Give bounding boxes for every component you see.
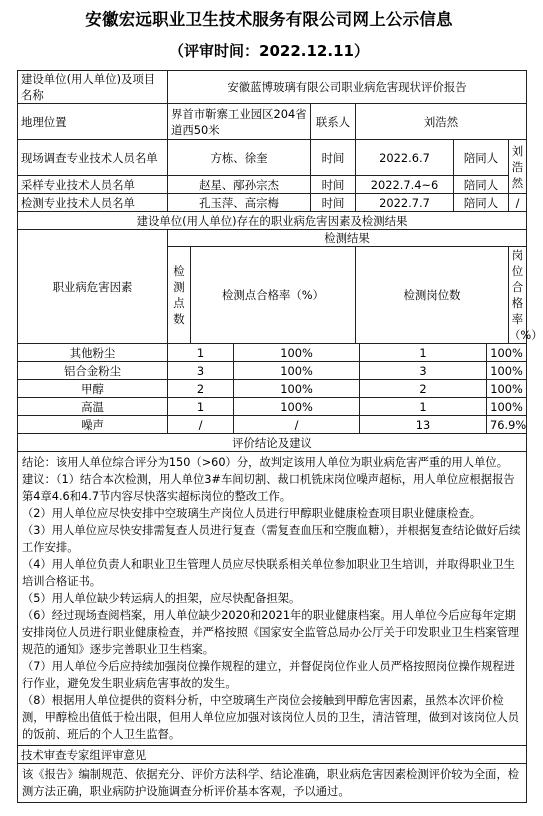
survey-time: 2022.6.7 [356, 140, 454, 176]
detection-header: 检测结果 [168, 230, 527, 247]
cell-point-rate: 100% [234, 380, 360, 398]
cell-posts: 13 [360, 416, 487, 434]
conclusion-paragraph: 结论：该用人单位综合评分为150（>60）分，故判定该用人单位为职业病危害严重的用人单位。 [22, 456, 508, 469]
escort-label: 陪同人 [454, 140, 509, 176]
table-row [18, 416, 527, 434]
contact-value: 刘浩然 [356, 104, 527, 140]
conclusion-paragraph: （5）用人单位缺少转运病人的担架，应尽快配备担架。 [22, 592, 301, 605]
cell-points: / [168, 416, 234, 434]
testing-time-label: 时间 [311, 194, 356, 212]
results-table [17, 343, 527, 434]
col-points: 检测点数 [168, 247, 191, 344]
cell-post-rate: 76.9% [487, 416, 527, 434]
location-label: 地理位置 [18, 104, 168, 140]
testing-escort-label: 陪同人 [454, 194, 509, 212]
col-posts: 检测岗位数 [356, 247, 509, 344]
conclusion-paragraph: （6）经过现场查阅档案，用人单位缺少2020和2021年的职业健康档案。用人单位今后应每年定期安排岗位人员进行职业健康检查，并严格按照《国家安全监管总局办公厅关于印发职业卫生档案管理规范的通知》逐步完善职业卫生档案。 [22, 609, 520, 656]
testing-names: 孔玉萍、高宗梅 [168, 194, 311, 212]
conclusion-table [17, 433, 527, 803]
page-title: 安徽宏远职业卫生技术服务有限公司网上公示信息 [85, 10, 453, 29]
cell-point-rate: 100% [234, 398, 360, 416]
expert-opinion: 该《报告》编制规范、依据充分、评价方法科学、结论准确，职业病危害因素检测评价较为全面，检测方法正确，职业病防护设施调查分析评价基本客观，予以通过。 [18, 764, 527, 803]
conclusion-section-title: 评价结论及建议 [18, 434, 527, 452]
cell-factor: 甲醇 [18, 380, 168, 398]
conclusion-body [18, 452, 527, 746]
cell-points: 3 [168, 362, 234, 380]
sampling-time: 2022.7.4~6 [356, 176, 454, 194]
table-row [18, 380, 527, 398]
conclusion-paragraph: （3）用人单位应尽快安排需复查人员进行复查（需复查血压和空腹血糖），并根据复查结论做好后续工作安排。 [22, 524, 521, 554]
conclusion-paragraph: （8）根据用人单位提供的资料分析，中空玻璃生产岗位会接触到甲醇危害因素，虽然本次评价检测，甲醇检出值低于检出限，但用人单位应加强对该岗位人员的卫生，清洁管理，做到对该岗位人员的饭前、班后的个人卫生监督。 [22, 694, 520, 741]
expert-section-title: 技术审查专家组评审意见 [18, 746, 527, 764]
sampling-names: 赵星、邴孙宗杰 [168, 176, 311, 194]
survey-time-label: 时间 [311, 140, 356, 176]
conclusion-paragraph: （7）用人单位今后应持续加强岗位操作规程的建立，并督促岗位作业人员严格按照岗位操作规程进行作业，避免发生职业病危害事故的发生。 [22, 660, 515, 690]
conclusion-paragraph: （4）用人单位负责人和职业卫生管理人员应尽快联系相关单位参加职业卫生培训，并取得职业卫生培训合格证书。 [22, 558, 515, 588]
cell-posts: 2 [360, 380, 487, 398]
cell-post-rate: 100% [487, 380, 527, 398]
cell-point-rate: / [234, 416, 360, 434]
cell-post-rate: 100% [487, 398, 527, 416]
cell-point-rate: 100% [234, 362, 360, 380]
col-post-rate: 岗位合格率（%） [509, 248, 543, 342]
location-value: 界首市靳寨工业园区204省道西50米 [168, 104, 311, 140]
cell-point-rate: 100% [234, 344, 360, 362]
cell-post-rate: 100% [487, 362, 527, 380]
results-section-title: 建设单位(用人单位)存在的职业病危害因素及检测结果 [18, 212, 527, 230]
contact-label: 联系人 [311, 104, 356, 140]
cell-factor: 其他粉尘 [18, 344, 168, 362]
sampling-escort-label: 陪同人 [454, 176, 509, 194]
escort-value: 刘浩然 [509, 140, 527, 194]
survey-names: 方栋、徐奎 [168, 140, 311, 176]
cell-points: 1 [168, 344, 234, 362]
cell-points: 2 [168, 380, 234, 398]
conclusion-paragraph: （2）用人单位应尽快安排中空玻璃生产岗位人员进行甲醇职业健康检查项目职业健康检查。 [22, 507, 482, 520]
cell-points: 1 [168, 398, 234, 416]
cell-factor: 铝合金粉尘 [18, 362, 168, 380]
unit-value: 安徽蓝博玻璃有限公司职业病危害现状评价报告 [168, 71, 527, 104]
cell-post-rate: 100% [487, 344, 527, 362]
cell-posts: 1 [360, 344, 487, 362]
conclusion-paragraph: 建议：（1）结合本次检测，用人单位3#车间切割、裁口机铣床岗位噪声超标，用人单位应根据报告第4章4.6和4.7节内容尽快落实超标岗位的整改工作。 [22, 473, 515, 503]
cell-factor: 噪声 [18, 416, 168, 434]
table-row [18, 398, 527, 416]
cell-factor: 高温 [18, 398, 168, 416]
unit-label: 建设单位(用人单位)及项目名称 [18, 71, 168, 104]
testing-time: 2022.7.7 [356, 194, 454, 212]
testing-label: 检测专业技术人员名单 [18, 194, 168, 212]
survey-label: 现场调查专业技术人员名单 [18, 140, 168, 176]
testing-escort-value: / [509, 194, 527, 212]
sampling-time-label: 时间 [311, 176, 356, 194]
table-row [18, 362, 527, 380]
factor-header: 职业病危害因素 [18, 230, 168, 344]
cell-posts: 1 [360, 398, 487, 416]
info-table [17, 70, 543, 344]
table-row [18, 344, 527, 362]
col-point-rate: 检测点合格率（%） [191, 247, 356, 344]
sampling-label: 采样专业技术人员名单 [18, 176, 168, 194]
cell-posts: 3 [360, 362, 487, 380]
review-time: （评审时间：2022.12.11） [169, 42, 369, 60]
